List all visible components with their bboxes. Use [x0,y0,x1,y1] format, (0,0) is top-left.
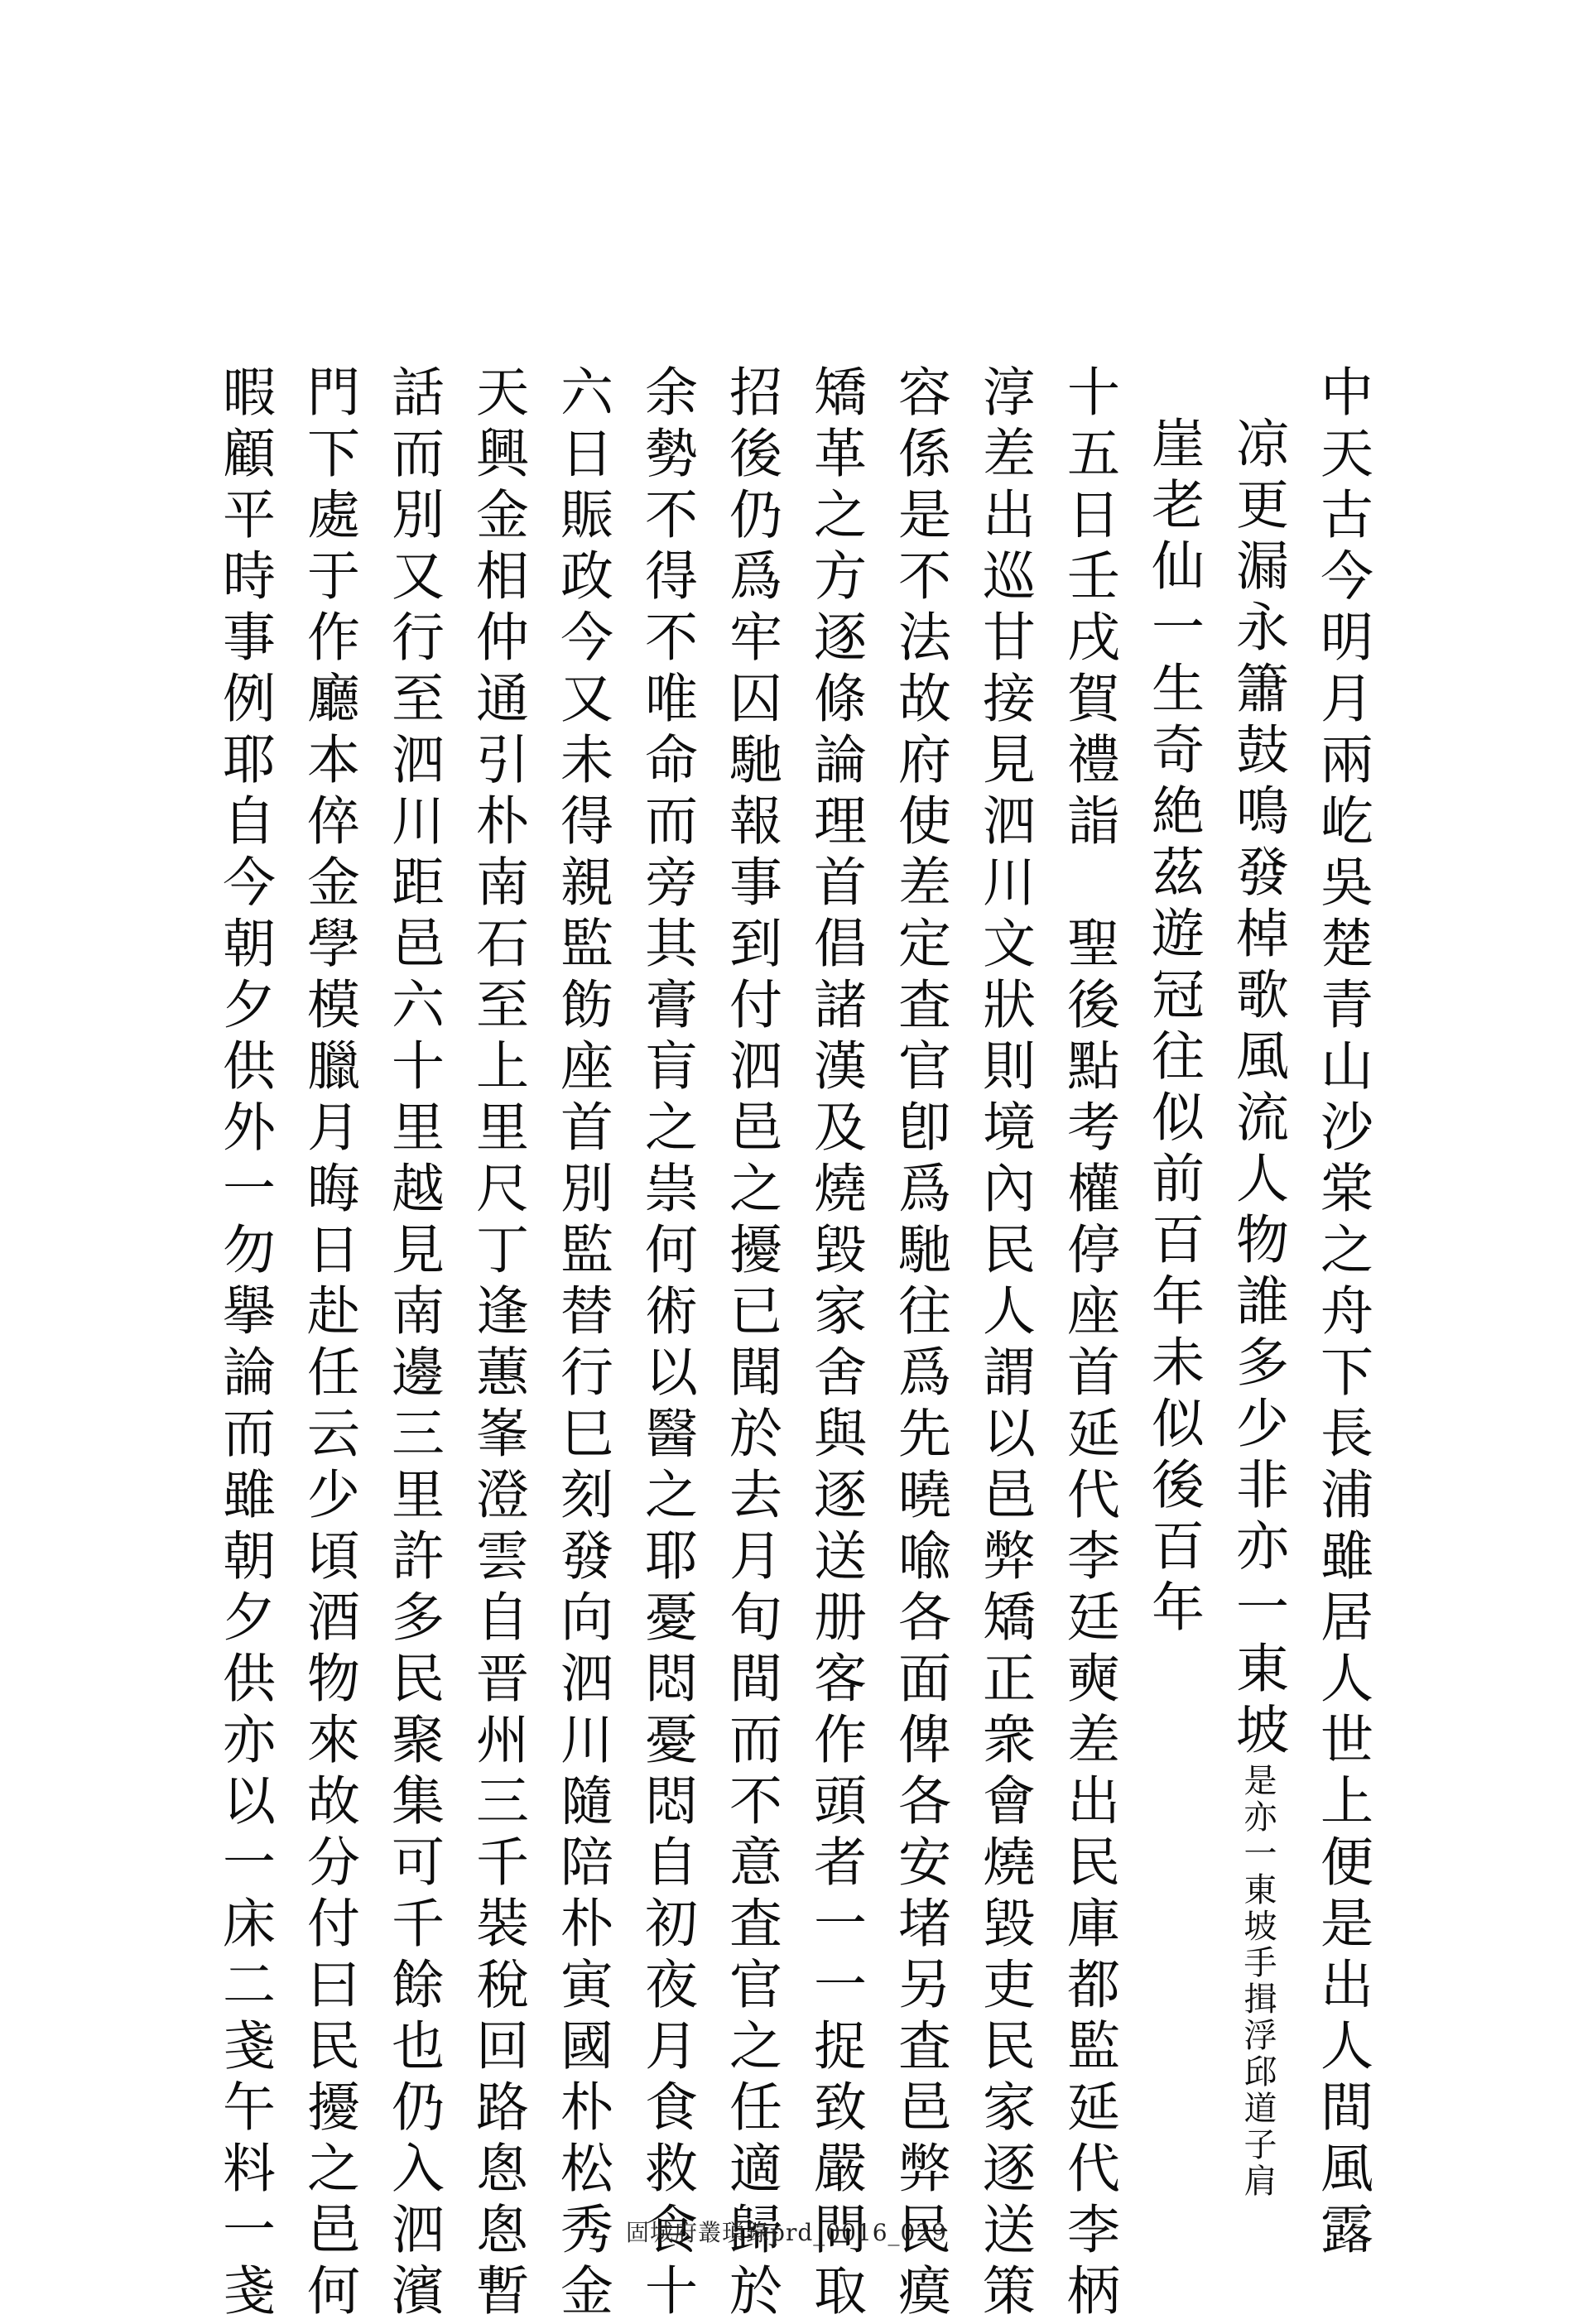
text-column: 矯革之方逐條論理首倡諸漢及燒毀家舍與逐送册客作頭者一一捉致嚴問取 [805,364,866,2324]
text-column: 暇顧平時事例耶自今朝夕供外一勿擧論而雖朝夕供亦以一床二戔午料一戔 [214,364,275,2324]
text-column: 十五日壬戌賀禮詣 聖後點考權停座首延代李廷奭差出民庫都監延代李柄 [1058,364,1119,2324]
text-column [1225,364,1290,2200]
text-column: 淳差出巡甘接見泗川文狀則境內民人謂以邑弊矯正衆會燒毀吏民家逐送策 [974,364,1035,2324]
text-column: 六日賑政今又未得親監飭座首別監替行巳刻發向泗川隨陪朴寅國朴松秀金 [551,364,613,2324]
text-column: 話而別又行至泗川距邑六十里越見南邊三里許多民聚集可千餘也仍入泗濱 [382,364,444,2324]
text-column: 崖老仙一生奇絶茲遊冠往似前百年未似後百年 [1142,415,1204,1640]
text-column: 容係是不法故府使差定査官卽爲馳往爲先曉喩各面俾各安堵另査邑弊民瘼 [889,364,950,2324]
text-column: 招後仍爲牢囚馳報事到付泗邑之擾已聞於去月旬間而不意査官之任適歸於 [720,364,782,2324]
text-column: 余勢不得不唯命而旁其膏肓之祟何術以醫之耶憂悶憂悶自初夜月食救食十 [636,364,697,2324]
page-caption: 固城府叢瑣錄prd_0016_029 [626,2219,947,2246]
interlinear-note: 是亦一東坡手揖浮邱道子肩 [1239,1763,1277,2200]
text-column: 天興金相仲通引朴南石至上里尺丁逢蕙峯澄雲自晋州三千裝稅回路悤悤暫 [467,364,528,2324]
text-column-main: 凉更漏永簫鼓鳴發棹歌風流人物誰多少非亦一東坡 [1227,415,1288,1763]
text-column: 門下處于作廳本倅金學模臘月晦日赴任云少頃酒物來故分付曰民擾之邑何 [298,364,359,2324]
text-column: 中天古今明月兩屹吳楚青山沙棠之舟下長浦雖居人世上便是出人間風露 [1311,364,1373,2263]
